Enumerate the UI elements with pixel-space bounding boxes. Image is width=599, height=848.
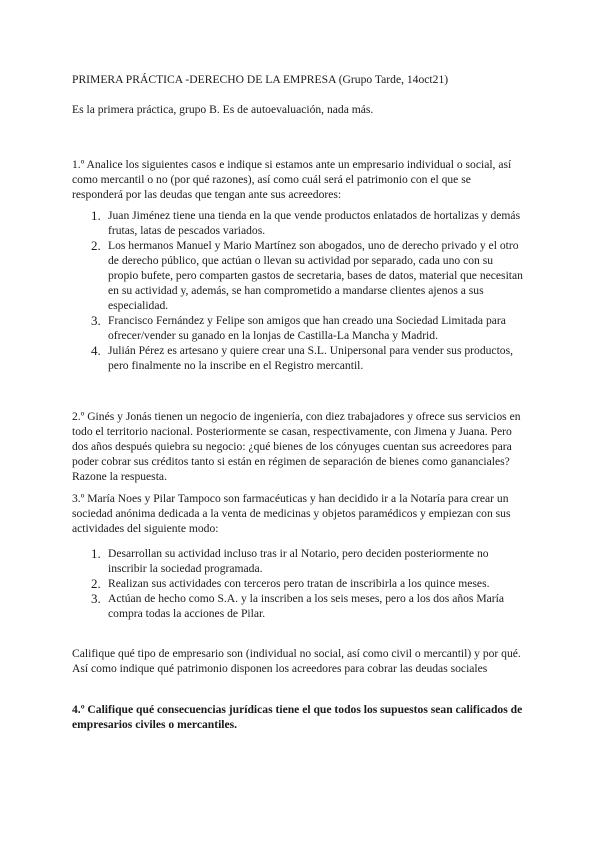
question-3-closing: Califique qué tipo de empresario son (individual no social, así como civil o mercantil) y por qué. Así como indique qué patrimonio disponen los acreedores para cobrar las deudas sociales <box>72 647 521 675</box>
list-item <box>72 591 524 621</box>
list-item-text: Juan Jiménez tiene una tienda en la que vende productos enlatados de hortalizas y demás frutas, latas de pescados variados. <box>108 209 521 237</box>
list-item-text: Actúan de hecho como S.A. y la inscriben a los seis meses, pero a los dos años María compra todas la acciones de Pilar. <box>108 592 505 620</box>
list-item-text: Francisco Fernández y Felipe son amigos que han creado una Sociedad Limitada para ofrecer/vender su ganado en la lonjas de Castilla-La Mancha y Madrid. <box>108 314 506 342</box>
list-item-number: 3. <box>91 313 101 328</box>
document-subtitle: Es la primera práctica, grupo B. Es de autoevaluación, nada más. <box>72 103 374 116</box>
question-4-text: 4.º Califique qué consecuencias jurídicas tiene el que todos los supuestos sean calificados de empresarios civiles o mercantiles. <box>72 703 523 731</box>
list-item-number: 2. <box>91 238 101 253</box>
list-item-text: Realizan sus actividades con terceros pero tratan de inscribirla a los quince meses. <box>108 577 490 590</box>
list-item-text: Julián Pérez es artesano y quiere crear una S.L. Unipersonal para vender sus productos, pero finalmente no la inscribe en el Registro mercantil. <box>108 344 513 372</box>
list-item-number: 1. <box>91 546 101 561</box>
list-item <box>72 208 524 238</box>
question-2-text: 2.º Ginés y Jonás tienen un negocio de ingeniería, con diez trabajadores y ofrece sus servicios en todo el territorio nacional. Posteriormente se casan, respectivamente, con Jimena y Juana. Pero dos años después quiebra su negocio: ¿qué bienes de los cónyuges cuentan sus acreedores para poder cobrar sus créditos tanto si están en régimen de separación de bienes como gananciales? Razone la respuesta. <box>72 410 521 483</box>
list-item-text: Desarrollan su actividad incluso tras ir al Notario, pero deciden posteriormente no inscribir la sociedad programada. <box>108 547 489 575</box>
question-1-intro: 1.º Analice los siguientes casos e indique si estamos ante un empresario individual o social, así como mercantil o no (por qué razones), así como cuál será el patrimonio con el que se responderá por las deudas que tengan ante sus acreedores: <box>72 158 512 201</box>
question-1-list <box>72 208 524 373</box>
document-title: PRIMERA PRÁCTICA -DERECHO DE LA EMPRESA (Grupo Tarde, 14oct21) <box>72 73 449 86</box>
question-3-list <box>72 546 524 621</box>
list-item <box>72 343 524 373</box>
list-item <box>72 546 524 576</box>
question-3-intro: 3.º María Noes y Pilar Tampoco son farmacéuticas y han decidido ir a la Notaría para crear un sociedad anónima dedicada a la venta de medicinas y objetos paramédicos y empiezan con sus actividades del siguiente modo: <box>72 492 511 535</box>
list-item-number: 3. <box>91 591 101 606</box>
list-item <box>72 576 524 591</box>
list-item <box>72 313 524 343</box>
list-item-text: Los hermanos Manuel y Mario Martínez son abogados, uno de derecho privado y el otro de derecho público, que actúan o llevan su actividad por separado, cada uno con su propio bufete, pero comparten gastos de secretaria, bases de datos, material que necesitan en su actividad y, además, se han comprometido a mandarse clientes ajenos a sus especialidad. <box>108 239 523 312</box>
list-item <box>72 238 524 313</box>
list-item-number: 4. <box>91 343 101 358</box>
list-item-number: 2. <box>91 576 101 591</box>
list-item-number: 1. <box>91 208 101 223</box>
